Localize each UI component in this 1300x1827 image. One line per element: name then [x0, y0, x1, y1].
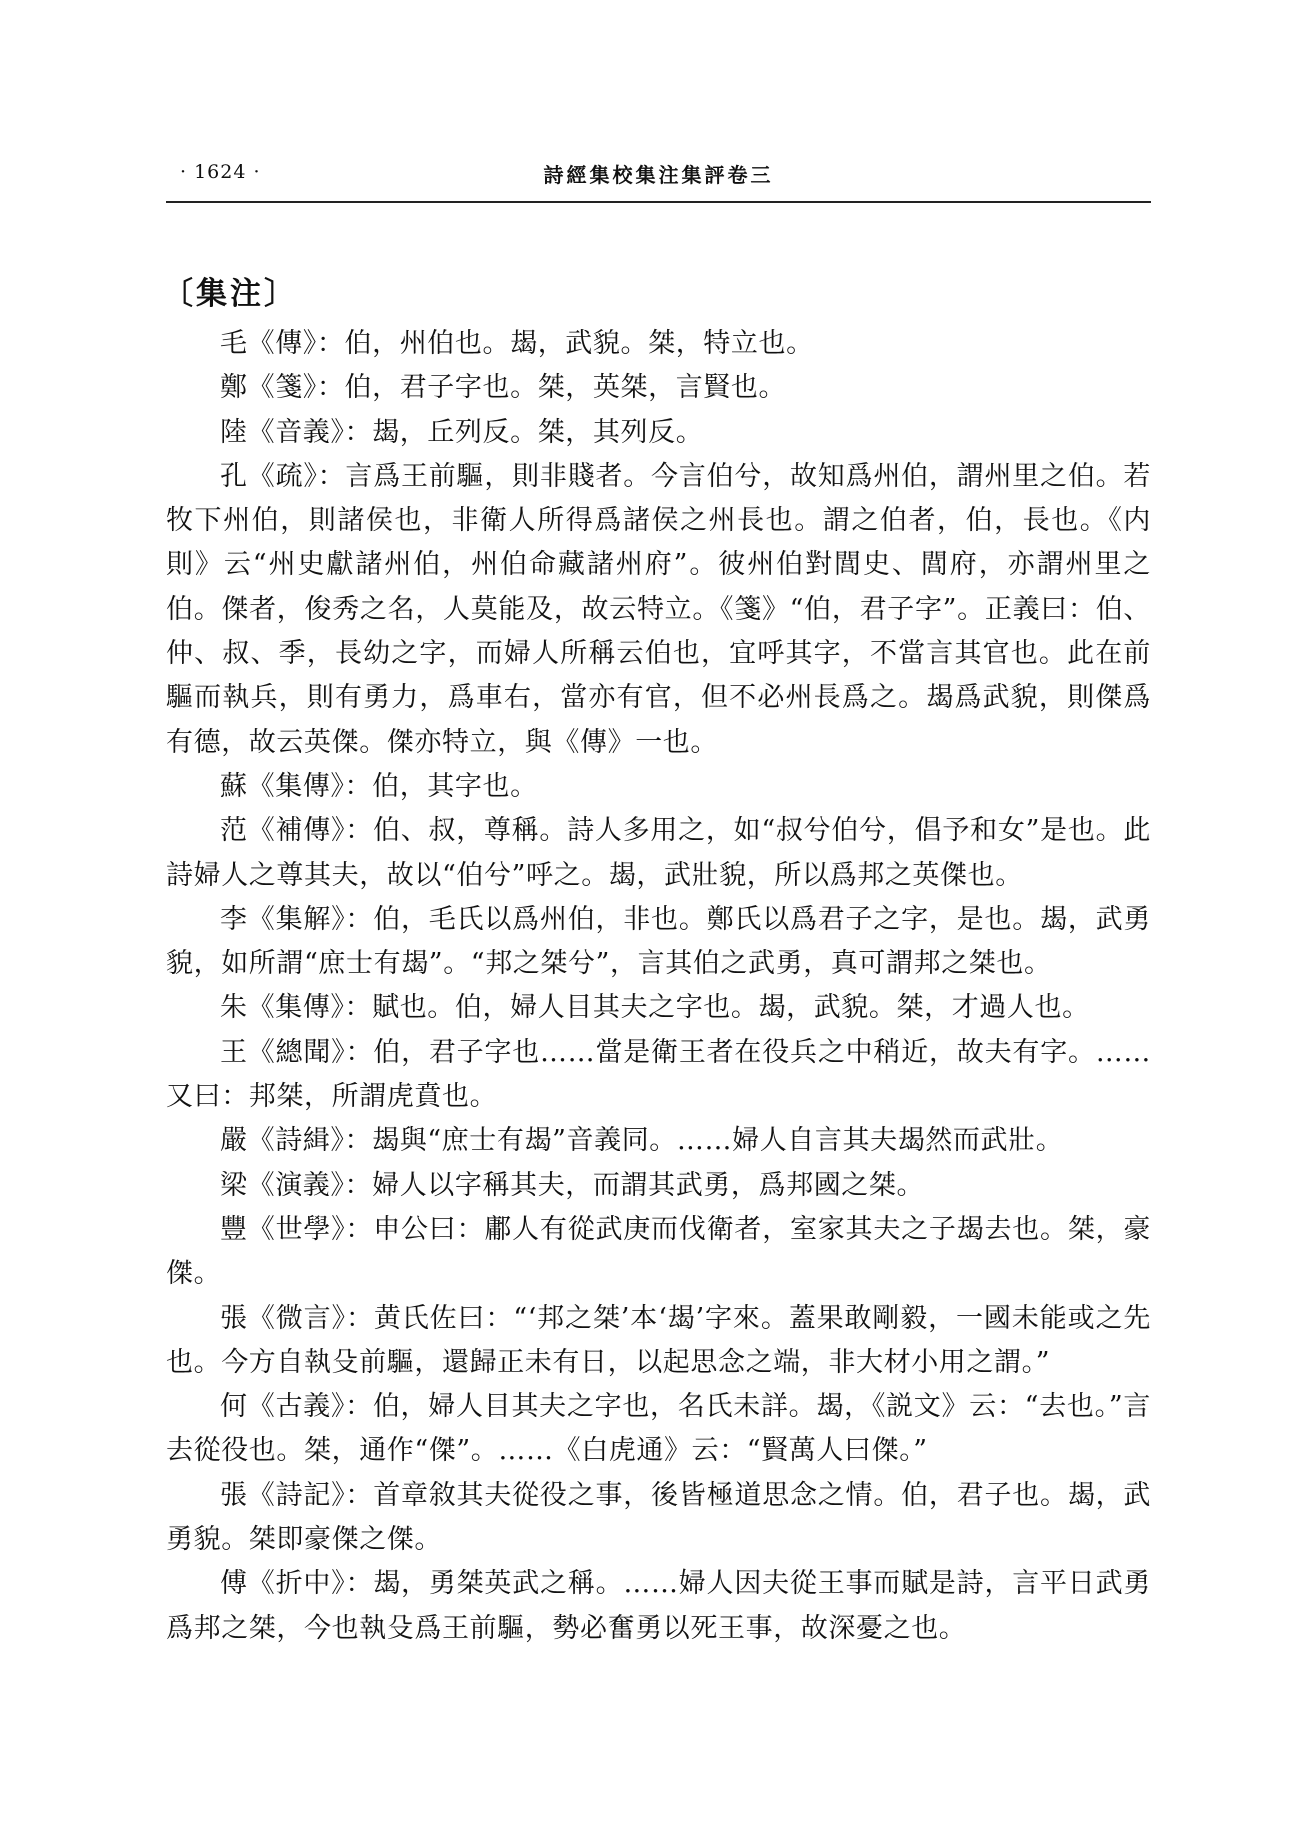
paragraph-wang: 王《總聞》：伯，君子字也……當是衛王者在役兵之中稍近，故夫有字。……又曰：邦桀，所謂虎賁也。	[166, 1036, 1151, 1113]
paragraph-fan: 范《補傳》：伯、叔，尊稱。詩人多用之，如“叔兮伯兮，倡予和女”是也。此詩婦人之尊其夫，故以“伯兮”呼之。朅，武壯貌，所以爲邦之英傑也。	[166, 815, 1151, 891]
paragraph-fu: 傅《折中》：朅，勇桀英武之稱。……婦人因夫從王事而賦是詩，言平日武勇爲邦之桀，今也執殳爲王前驅，勢必奮勇以死王事，故深憂之也。	[166, 1568, 1151, 1644]
paragraph-he: 何《古義》：伯，婦人目其夫之字也，名氏未詳。朅，《説文》云：“去也。”言去從役也。桀，通作“傑”。……《白虎通》云：“賢萬人曰傑。”	[166, 1391, 1151, 1467]
paragraph-yan: 嚴《詩緝》：朅與“庶士有朅”音義同。……婦人自言其夫朅然而武壯。	[220, 1125, 1064, 1157]
page-number: · 1624 ·	[180, 161, 261, 183]
section-heading: 〔集注〕	[162, 276, 298, 312]
paragraph-su: 蘇《集傳》：伯，其字也。	[220, 770, 538, 802]
paragraph-zhang-shiji: 張《詩記》：首章敘其夫從役之事，後皆極道思念之情。伯，君子也。朅，武勇貌。桀即豪傑之傑。	[166, 1479, 1151, 1556]
paragraph-feng: 豐《世學》：申公曰：鄘人有從武庚而伐衛者，室家其夫之子朅去也。桀，豪傑。	[166, 1213, 1151, 1290]
paragraph-zhang-weiyan: 張《微言》：黄氏佐曰：“‘邦之桀’本‘朅’字來。蓋果敢剛毅，一國未能或之先也。今方自執殳前驅，還歸正未有日，以起思念之端，非大材小用之謂。”	[166, 1302, 1151, 1378]
header-rule	[166, 201, 1151, 203]
page-header	[166, 157, 1151, 197]
commentary-body	[166, 322, 1151, 1651]
running-title: 詩經集校集注集評卷三	[543, 163, 774, 187]
paragraph-zheng: 鄭《箋》：伯，君子字也。桀，英桀，言賢也。	[220, 372, 787, 404]
paragraph-zhu: 朱《集傳》：賦也。伯，婦人目其夫之字也。朅，武貌。桀，才過人也。	[220, 992, 1090, 1024]
paragraph-liang: 梁《演義》：婦人以字稱其夫，而謂其武勇，爲邦國之桀。	[220, 1169, 925, 1201]
paragraph-li: 李《集解》：伯，毛氏以爲州伯，非也。鄭氏以爲君子之字，是也。朅，武勇貌，如所謂“庶士有朅”。“邦之桀兮”，言其伯之武勇，真可謂邦之桀也。	[166, 903, 1151, 980]
paragraph-lu: 陸《音義》：朅，丘列反。桀，其列反。	[220, 416, 704, 448]
paragraph-mao: 毛《傳》：伯，州伯也。朅，武貌。桀，特立也。	[220, 328, 814, 359]
paragraph-kong: 孔《疏》：言爲王前驅，則非賤者。今言伯兮，故知爲州伯，謂州里之伯。若牧下州伯，則諸侯也，非衛人所得爲諸侯之州長也。謂之伯者，伯，長也。《内則》云“州史獻諸州伯，州伯命藏諸州府”。彼州伯對閭史、閭府，亦謂州里之伯。傑者，俊秀之名，人莫能及，故云特立。《箋》“伯，君子字”。正義曰：伯、仲、叔、季，長幼之字，而婦人所稱云伯也，宜呼其字，不當言其官也。此在前驅而執兵，則有勇力，爲車右，當亦有官，但不必州長爲之。朅爲武貌，則傑爲有德，故云英傑。傑亦特立，與《傳》一也。	[166, 460, 1151, 758]
